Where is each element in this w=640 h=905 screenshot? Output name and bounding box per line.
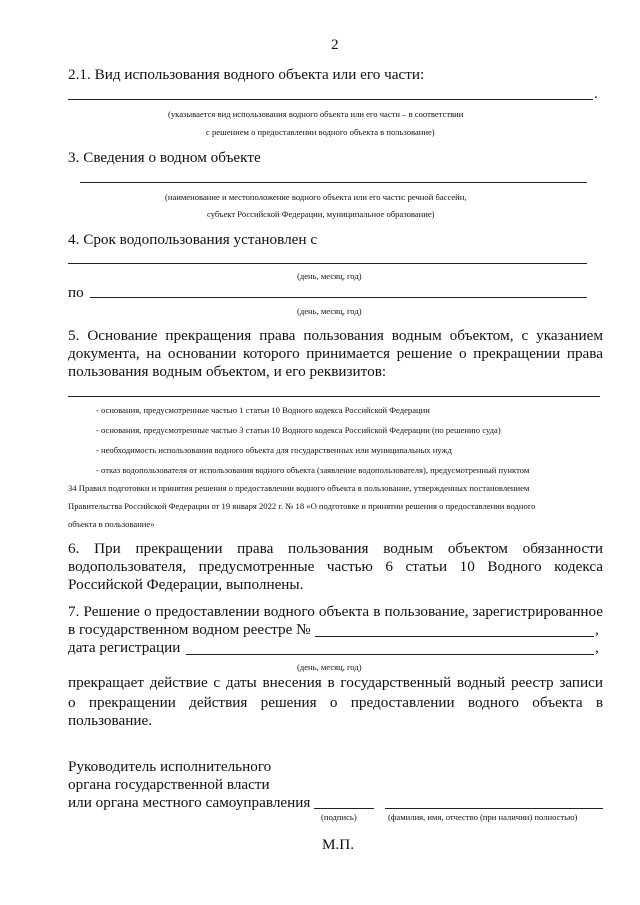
section-5-option-4-line2: 34 Правил подготовки и принятия решения о предоставлении водного объекта в пользование, утвержденных постановлением (68, 483, 530, 493)
section-7-line1: 7. Решение о предоставлении водного объекта в пользование, зарегистрированное (68, 603, 603, 620)
section-6-line1: 6. При прекращении права пользования водным объектом обязанности (68, 540, 603, 557)
section-7-line5: о прекращении действия решения о предоставлении водного объекта в (68, 694, 603, 711)
section-4-heading: 4. Срок водопользования установлен с (68, 231, 318, 248)
signatory-title-line1: Руководитель исполнительного (68, 758, 272, 775)
section-7-registration-date-line (186, 654, 594, 655)
section-5-line3: пользования водным объектом, и его реквизитов: (68, 363, 387, 380)
section-5-field-line (68, 396, 600, 397)
section-5-line2: документа, на основании которого принимается решение о прекращении права (68, 345, 603, 362)
section-5-option-2: - основания, предусмотренные частью 3 статьи 10 Водного кодекса Российской Федерации (по решению суда) (96, 425, 501, 435)
section-7-line6: пользование. (68, 712, 153, 729)
section-7-registry-number-line (315, 636, 594, 637)
section-2-1-field-line (68, 99, 593, 100)
section-7-date-note: (день, месяц, год) (297, 662, 362, 672)
signature-line (314, 808, 374, 809)
section-7-registry-label: в государственном водном реестре № (68, 621, 311, 638)
section-4-date-note-1: (день, месяц, год) (297, 271, 362, 281)
section-3-note-line1: (наименование и местоположение водного объекта или его части: речной бассейн, (165, 192, 467, 202)
stamp-place-label: М.П. (322, 836, 355, 853)
signatory-title-line2: органа государственной власти (68, 776, 270, 793)
section-3-field-line (80, 182, 587, 183)
section-3-note-line2: субъект Российской Федерации, муниципальное образование) (207, 209, 435, 219)
section-7-line4: прекращает действие с даты внесения в государственный водный реестр записи (68, 674, 603, 691)
section-5-option-3: - необходимость использования водного объекта для государственных или муниципальных нужд (96, 445, 452, 455)
section-5-option-1: - основания, предусмотренные частью 1 статьи 10 Водного кодекса Российской Федерации (96, 405, 430, 415)
section-6-line2: водопользователя, предусмотренные частью 6 статьи 10 Водного кодекса (68, 558, 603, 575)
section-7-date-label: дата регистрации (68, 639, 181, 656)
signature-note: (подпись) (321, 812, 357, 822)
section-5-option-4-line4: объекта в пользование» (68, 519, 155, 529)
page-number: 2 (331, 36, 339, 53)
full-name-note: (фамилия, имя, отчество (при наличии) полностью) (388, 812, 578, 822)
full-name-line (385, 808, 603, 809)
section-4-date-note-2: (день, месяц, год) (297, 306, 362, 316)
section-2-1-end-mark: . (594, 85, 598, 102)
section-2-1-note-line1: (указывается вид использования водного объекта или его части – в соответствии (168, 109, 464, 119)
section-3-heading: 3. Сведения о водном объекте (68, 149, 261, 166)
section-4-from-date-line (68, 263, 587, 264)
section-5-option-4-line3: Правительства Российской Федерации от 19 января 2022 г. № 18 «О подготовке и принятии решения о предоставлении водного (68, 501, 536, 511)
section-5-option-4-line1: - отказ водопользователя от использования водного объекта (заявление водопользователя), предусмотренный пунктом (96, 465, 530, 475)
section-2-1-note-line2: с решением о предоставлении водного объекта в пользование) (206, 127, 435, 137)
signatory-title-line3: или органа местного самоуправления (68, 794, 311, 811)
section-2-1-heading: 2.1. Вид использования водного объекта или его части: (68, 66, 425, 83)
section-6-line3: Российской Федерации, выполнены. (68, 576, 304, 593)
section-4-to-date-line (90, 297, 587, 298)
section-7-date-end: , (595, 639, 599, 656)
section-5-line1: 5. Основание прекращения права пользования водным объектом, с указанием (68, 327, 603, 344)
section-4-to-label: по (68, 284, 84, 301)
section-7-registry-end: , (595, 621, 599, 638)
